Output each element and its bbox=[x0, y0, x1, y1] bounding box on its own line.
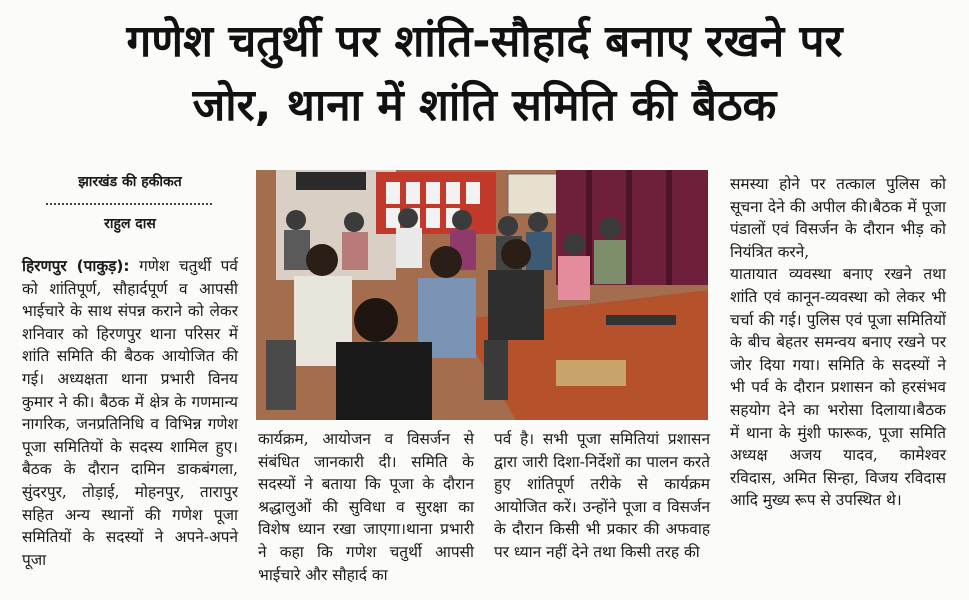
article-column-2 bbox=[258, 428, 474, 586]
column-4-paragraph-2: यातायात व्यवस्था बनाए रखने तथा शांति एवं कानून-व्यवस्था को लेकर भी चर्चा की गई। पुलिस एवं पूजा समितियों के बीच बेहतर समन्वय बनाए रखने पर जोर दिया गया। समिति के सदस्यों ने भी पर्व के दौरान प्रशासन को हरसंभव सहयोग देने का भरोसा दिलाया।बैठक में थाना के मुंशी फारूक, पूजा समिति अध्यक्ष अजय यादव, कामेश्वर रविदास, अमित सिन्हा, विजय रविदास आदि मुख्य रूप से उपस्थित थे। bbox=[730, 265, 946, 510]
meeting-photo-illustration bbox=[256, 170, 708, 420]
headline-line-2: जोर, थाना में शांति समिति की बैठक bbox=[192, 80, 777, 131]
headline bbox=[0, 10, 969, 138]
article-column-4 bbox=[730, 173, 946, 512]
headline-line-1: गणेश चतुर्थी पर शांति-सौहार्द बनाए रखने पर bbox=[126, 16, 843, 67]
article-column-1 bbox=[22, 255, 238, 571]
article-column-3 bbox=[494, 428, 710, 564]
column-3-text: पर्व है। सभी पूजा समितियां प्रशासन द्वारा जारी दिशा-निर्देशों का पालन करते हुए शांतिपूर्ण तरीके से कार्यक्रम आयोजित करें। उन्होंने पूजा व विसर्जन के दौरान किसी भी प्रकार की अफवाह पर ध्यान नहीं देने तथा किसी तरह की bbox=[494, 430, 710, 561]
dateline: हिरणपुर (पाकुड़): bbox=[22, 257, 130, 275]
column-2-text: कार्यक्रम, आयोजन व विसर्जन से संबंधित जानकारी दी। समिति के सदस्यों ने बताया कि पूजा के दौरान श्रद्धालुओं की सुविधा व सुरक्षा का विशेष ध्यान रखा जाएगा।थाना प्रभारी ने कहा कि गणेश चतुर्थी आपसी भाईचारे और सौहार्द का bbox=[258, 430, 474, 584]
byline-divider bbox=[46, 203, 212, 205]
column-1-text: गणेश चतुर्थी पर्व को शांतिपूर्ण, सौहार्दपूर्ण व आपसी भाईचारे के साथ संपन्न कराने को लेकर शनिवार को हिरणपुर थाना परिसर में शांति समिति की बैठक आयोजित की गई। अध्यक्षता थाना प्रभारी विनय कुमार ने की। बैठक में क्षेत्र के गणमान्य नागरिक, जनप्रतिनिधि व विभिन्न गणेश पूजा समितियों के सदस्य शामिल हुए।बैठक के दौरान दामिन डाकबंगला, सुंदरपुर, तोड़ाई, मोहनपुर, तारापुर सहित अन्य स्थानों की गणेश पूजा समितियों के सदस्यों ने अपने-अपने पूजा bbox=[22, 257, 238, 569]
byline-author: राहुल दास bbox=[104, 216, 156, 232]
column-4-paragraph-1: समस्या होने पर तत्काल पुलिस को सूचना देने की अपील की।बैठक में पूजा पंडालों एवं विसर्जन के दौरान भीड़ को नियंत्रित करने, bbox=[730, 175, 946, 261]
meeting-photo bbox=[256, 170, 708, 420]
byline-source: झारखंड की हकीकत bbox=[78, 174, 182, 190]
